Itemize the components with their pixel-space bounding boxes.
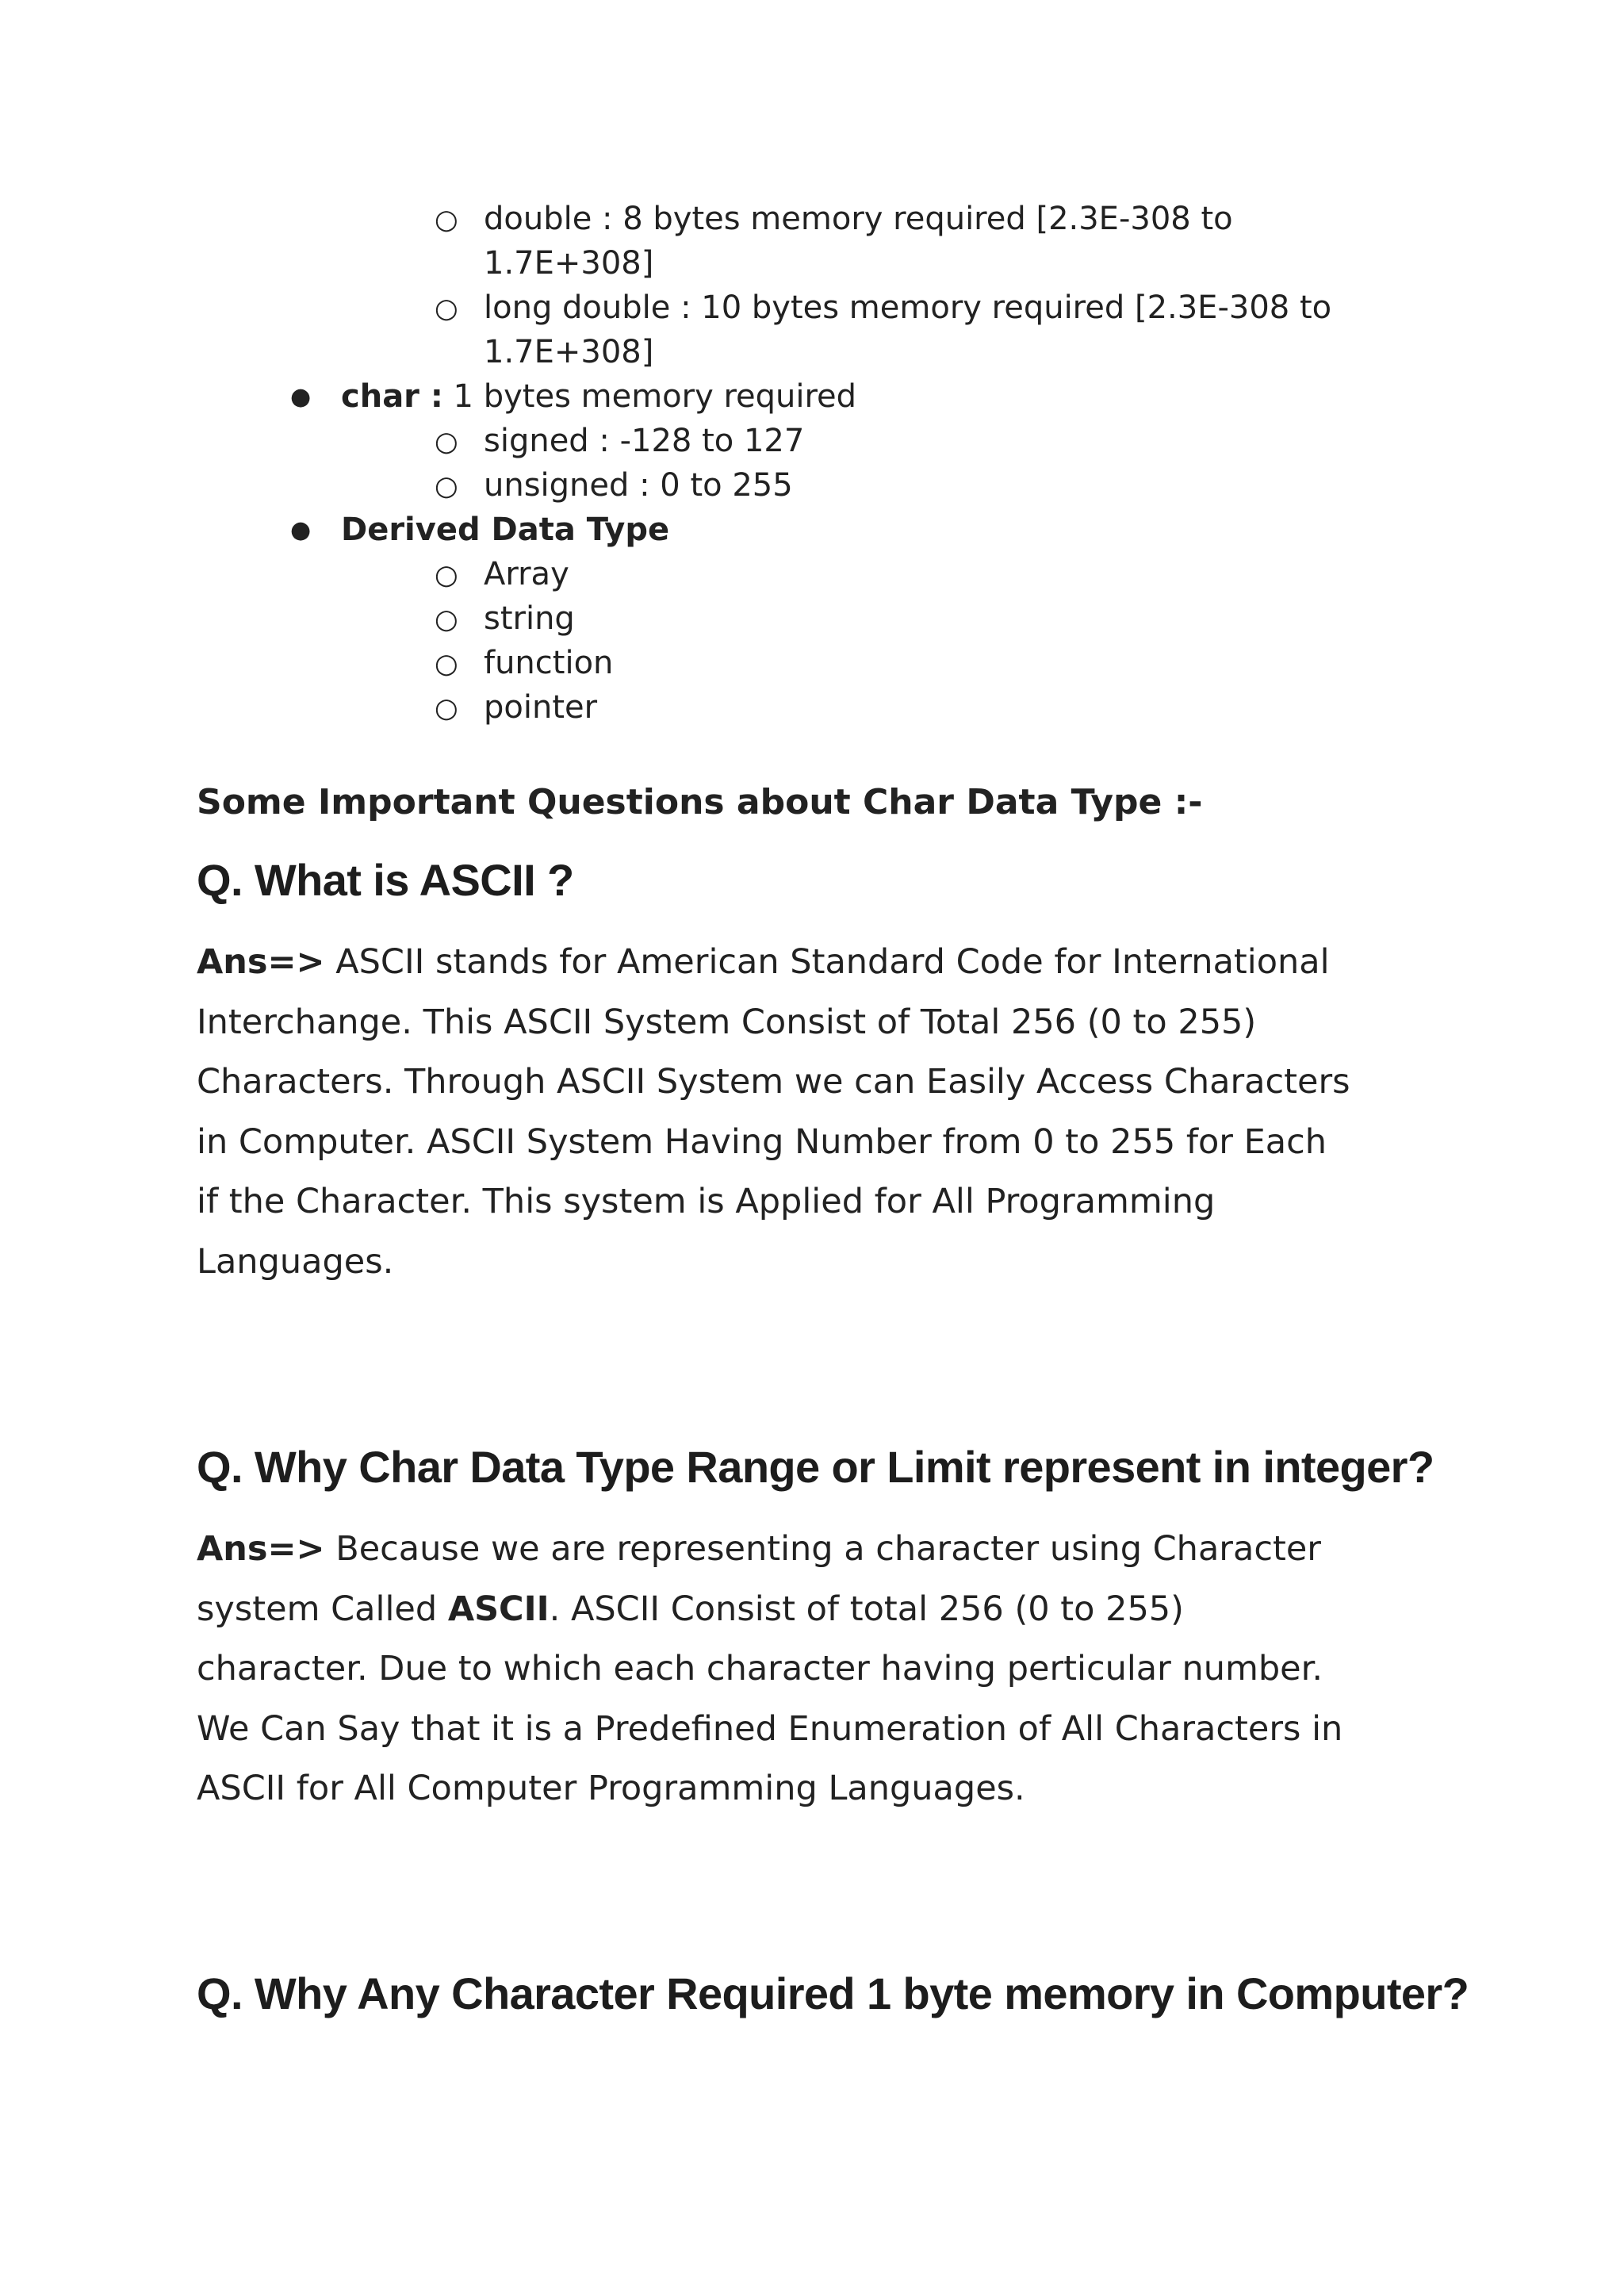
hollow-bullet-icon: ○ [435, 293, 458, 324]
list-item-derived-data-type: Derived Data Type [341, 512, 670, 548]
list-item-long-double-cont: 1.7E+308] [484, 334, 654, 370]
answer-line: ASCII for All Computer Programming Languages. [197, 1769, 1025, 1808]
hollow-bullet-icon: ○ [435, 648, 458, 680]
answer-label: Ans=> [197, 1529, 325, 1569]
char-desc: 1 bytes memory required [442, 378, 857, 415]
list-item-double-cont: 1.7E+308] [484, 245, 654, 282]
answer-char-range [197, 1520, 1434, 1819]
answer-line: Ans=> Because we are representing a character using Character [197, 1529, 1321, 1569]
list-item-function: function [484, 645, 614, 681]
answer-line: Languages. [197, 1241, 394, 1282]
answer-line: system Called ASCII. ASCII Consist of total 256 (0 to 255) [197, 1589, 1184, 1629]
question-heading-char-range: Q. Why Char Data Type Range or Limit represent in integer? [197, 1442, 1434, 1492]
question-heading-char-memory: Q. Why Any Character Required 1 byte memory in Computer? [197, 1968, 1469, 2018]
hollow-bullet-icon: ○ [435, 470, 458, 502]
list-item-double: double : 8 bytes memory required [2.3E-308 to [484, 201, 1233, 237]
answer-line: We Can Say that it is a Predefined Enumeration of All Characters in [197, 1708, 1343, 1749]
list-item-signed: signed : -128 to 127 [484, 423, 805, 459]
ascii-bold-term: ASCII [447, 1589, 550, 1629]
list-item-string: string [484, 600, 575, 637]
list-item-char [341, 378, 857, 415]
answer-line: in Computer. ASCII System Having Number from 0 to 255 for Each [197, 1121, 1327, 1162]
section-title: Some Important Questions about Char Data Type :- [197, 782, 1203, 822]
char-label: char : [341, 378, 443, 415]
hollow-bullet-icon: ○ [435, 604, 458, 635]
hollow-bullet-icon: ○ [435, 559, 458, 591]
answer-line: if the Character. This system is Applied for All Programming [197, 1182, 1216, 1221]
list-item-long-double: long double : 10 bytes memory required [2.3E-308 to [484, 289, 1332, 326]
filled-bullet-icon: ● [290, 516, 312, 544]
answer-line: Interchange. This ASCII System Consist of Total 256 (0 to 255) [197, 1002, 1257, 1042]
hollow-bullet-icon: ○ [435, 204, 458, 236]
hollow-bullet-icon: ○ [435, 692, 458, 724]
list-item-array: Array [484, 556, 569, 592]
answer-ascii [197, 933, 1434, 1292]
answer-line: Characters. Through ASCII System we can Easily Access Characters [197, 1062, 1350, 1102]
question-heading-ascii: Q. What is ASCII ? [197, 855, 574, 905]
list-item-pointer: pointer [484, 689, 598, 726]
answer-line: character. Due to which each character having perticular number. [197, 1649, 1323, 1688]
answer-line: Ans=> ASCII stands for American Standard Code for International [197, 942, 1330, 982]
filled-bullet-icon: ● [290, 383, 312, 411]
list-item-unsigned: unsigned : 0 to 255 [484, 467, 793, 504]
answer-label: Ans=> [197, 942, 325, 982]
hollow-bullet-icon: ○ [435, 426, 458, 458]
